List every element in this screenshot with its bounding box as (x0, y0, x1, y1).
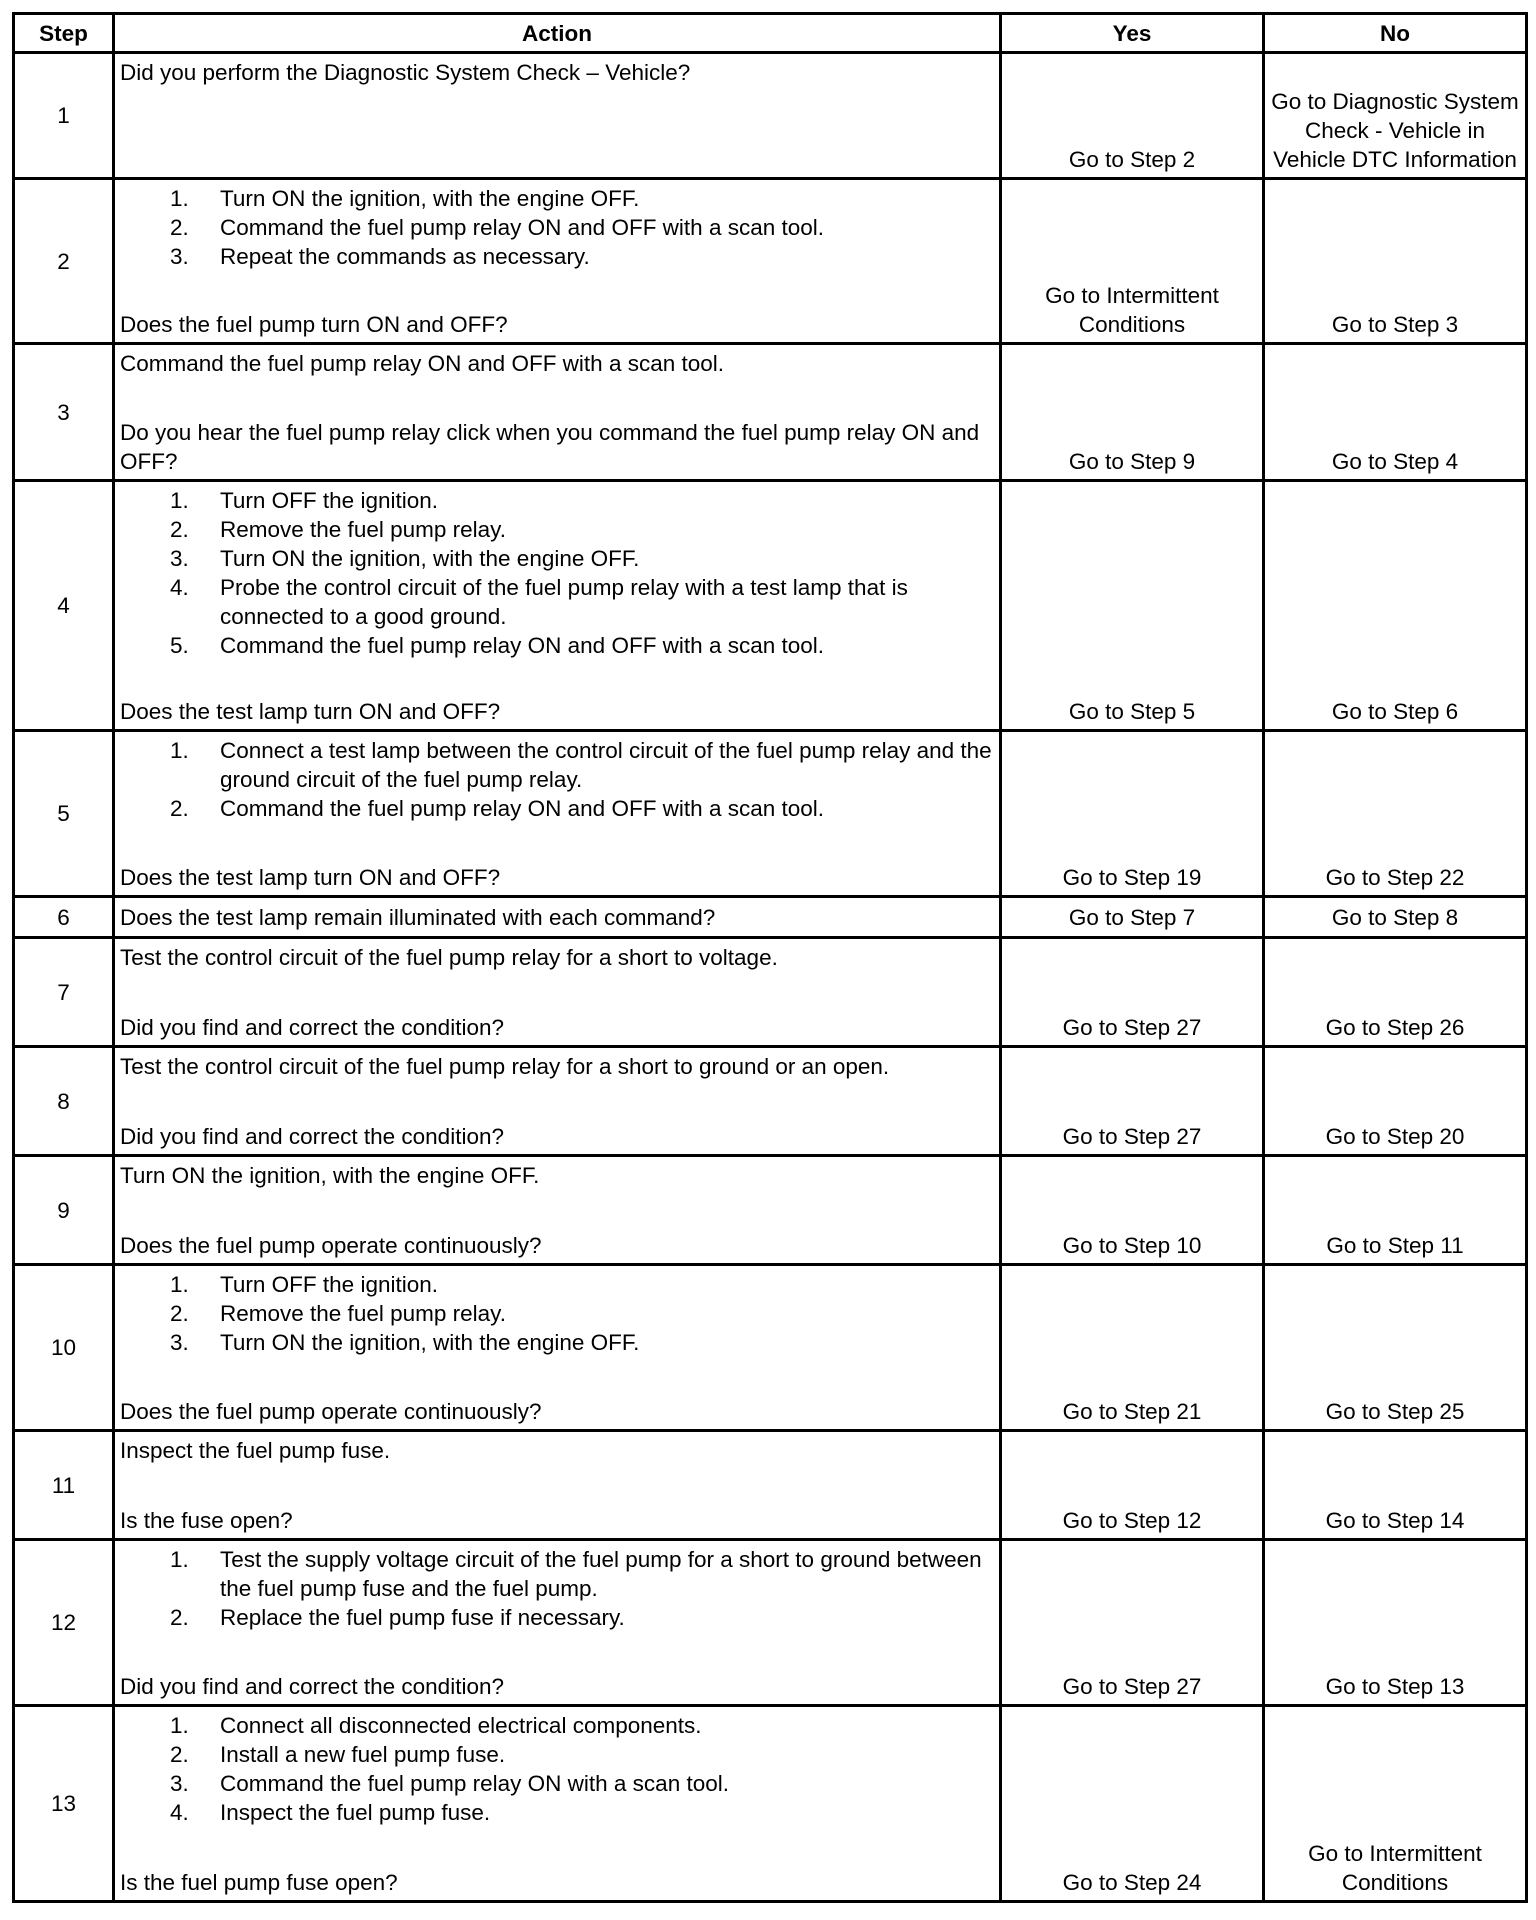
action-instructions (120, 1545, 995, 1632)
yes-result: Go to Step 27 (1001, 938, 1264, 1047)
step-number: 8 (14, 1047, 114, 1156)
diagnostic-table (12, 12, 1528, 1903)
list-item (120, 1769, 995, 1798)
step-number: 11 (14, 1431, 114, 1540)
header-action: Action (114, 14, 1001, 53)
list-item (120, 486, 995, 515)
no-result: Go to Step 11 (1264, 1156, 1527, 1265)
list-item (120, 1299, 995, 1328)
list-item (120, 515, 995, 544)
action-instructions (120, 1270, 995, 1357)
action-question: Did you find and correct the condition? (120, 1124, 504, 1149)
list-item-number: 3. (170, 546, 189, 571)
list-item-number: 1. (170, 1547, 189, 1572)
list-item-number: 2. (170, 1742, 189, 1767)
step-number: 13 (14, 1706, 114, 1902)
step-number: 7 (14, 938, 114, 1047)
no-result: Go to Step 26 (1264, 938, 1527, 1047)
list-item-text: Turn OFF the ignition. (220, 488, 439, 513)
list-item-text: Replace the fuel pump fuse if necessary. (220, 1605, 625, 1630)
yes-result: Go to Step 12 (1001, 1431, 1264, 1540)
step-number: 2 (14, 179, 114, 344)
list-item-number: 3. (170, 1330, 189, 1355)
action-question: Does the test lamp turn ON and OFF? (120, 699, 501, 724)
yes-result: Go to Step 5 (1001, 481, 1264, 731)
yes-result: Go to Intermittent Conditions (1001, 179, 1264, 344)
list-item-text: Turn OFF the ignition. (220, 1272, 439, 1297)
action-intro: Test the control circuit of the fuel pump relay for a short to ground or an open. (120, 1054, 890, 1079)
yes-result: Go to Step 7 (1001, 897, 1264, 938)
step-number: 1 (14, 53, 114, 179)
action-intro: Test the control circuit of the fuel pump relay for a short to voltage. (120, 945, 778, 970)
action-question: Is the fuse open? (120, 1508, 293, 1533)
action-content (120, 1270, 995, 1426)
no-result: Go to Step 22 (1264, 731, 1527, 897)
list-item (120, 242, 995, 271)
header-row (14, 14, 1527, 53)
list-item-number: 3. (170, 1771, 189, 1796)
action-instructions (120, 903, 995, 932)
list-item-text: Test the supply voltage circuit of the fuel pump for a short to ground between the fuel pump fuse and the fuel pump. (220, 1547, 982, 1601)
action-intro: Did you perform the Diagnostic System Check – Vehicle? (120, 60, 691, 85)
header-step: Step (14, 14, 114, 53)
list-item-number: 4. (170, 1800, 189, 1825)
list-item-number: 1. (170, 1713, 189, 1738)
list-item-number: 4. (170, 575, 189, 600)
list-item (120, 1740, 995, 1769)
no-result: Go to Diagnostic System Check - Vehicle in Vehicle DTC Information (1264, 53, 1527, 179)
no-result: Go to Step 6 (1264, 481, 1527, 731)
table-row (14, 1706, 1527, 1902)
list-item-text: Command the fuel pump relay ON with a scan tool. (220, 1771, 729, 1796)
list-item (120, 1270, 995, 1299)
action-content (120, 349, 995, 476)
action-content (120, 58, 995, 174)
action-content (120, 1436, 995, 1535)
list-item (120, 213, 995, 242)
action-content (120, 943, 995, 1042)
no-result: Go to Step 20 (1264, 1047, 1527, 1156)
no-result: Go to Step 4 (1264, 344, 1527, 481)
yes-result: Go to Step 10 (1001, 1156, 1264, 1265)
action-steps-list (120, 184, 995, 271)
yes-result: Go to Step 24 (1001, 1706, 1264, 1902)
table-row (14, 179, 1527, 344)
action-question: Do you hear the fuel pump relay click when you command the fuel pump relay ON and OFF? (120, 420, 980, 474)
action-question: Does the test lamp turn ON and OFF? (120, 865, 501, 890)
list-item (120, 544, 995, 573)
action-instructions (120, 349, 995, 378)
action-content (120, 736, 995, 892)
table-row (14, 1540, 1527, 1706)
step-action (114, 1540, 1001, 1706)
table-row (14, 731, 1527, 897)
step-action (114, 731, 1001, 897)
step-action (114, 179, 1001, 344)
list-item-text: Repeat the commands as necessary. (220, 244, 590, 269)
action-content (120, 903, 995, 932)
yes-result: Go to Step 27 (1001, 1540, 1264, 1706)
list-item (120, 736, 995, 794)
list-item (120, 1711, 995, 1740)
step-action (114, 1431, 1001, 1540)
step-action (114, 1047, 1001, 1156)
action-content (120, 1545, 995, 1701)
action-content (120, 1161, 995, 1260)
step-action (114, 897, 1001, 938)
action-question: Does the fuel pump operate continuously? (120, 1233, 542, 1258)
action-content (120, 1052, 995, 1151)
step-action (114, 344, 1001, 481)
list-item-text: Turn ON the ignition, with the engine OFF. (220, 1330, 640, 1355)
header-yes: Yes (1001, 14, 1264, 53)
list-item (120, 1798, 995, 1827)
list-item-text: Connect all disconnected electrical components. (220, 1713, 702, 1738)
action-question: Does the fuel pump operate continuously? (120, 1399, 542, 1424)
action-question: Does the fuel pump turn ON and OFF? (120, 312, 508, 337)
yes-result: Go to Step 9 (1001, 344, 1264, 481)
list-item-text: Command the fuel pump relay ON and OFF with a scan tool. (220, 633, 825, 658)
table-row (14, 344, 1527, 481)
action-instructions (120, 58, 995, 87)
list-item-number: 2. (170, 796, 189, 821)
list-item-text: Remove the fuel pump relay. (220, 1301, 506, 1326)
action-intro: Inspect the fuel pump fuse. (120, 1438, 391, 1463)
action-steps-list (120, 1545, 995, 1632)
step-action (114, 1706, 1001, 1902)
list-item-number: 2. (170, 517, 189, 542)
step-action (114, 481, 1001, 731)
list-item (120, 573, 995, 631)
list-item-number: 2. (170, 1301, 189, 1326)
step-number: 12 (14, 1540, 114, 1706)
list-item (120, 794, 995, 823)
list-item-number: 1. (170, 1272, 189, 1297)
no-result: Go to Step 13 (1264, 1540, 1527, 1706)
action-instructions (120, 1052, 995, 1081)
action-content (120, 1711, 995, 1897)
table-body (14, 53, 1527, 1902)
no-result: Go to Step 8 (1264, 897, 1527, 938)
action-content (120, 184, 995, 339)
action-instructions (120, 1711, 995, 1827)
table-row (14, 897, 1527, 938)
action-instructions (120, 486, 995, 660)
step-number: 5 (14, 731, 114, 897)
action-question: Did you find and correct the condition? (120, 1015, 504, 1040)
list-item-number: 1. (170, 488, 189, 513)
table-row (14, 481, 1527, 731)
yes-result: Go to Step 2 (1001, 53, 1264, 179)
header-no: No (1264, 14, 1527, 53)
action-instructions (120, 1436, 995, 1465)
step-number: 4 (14, 481, 114, 731)
action-steps-list (120, 736, 995, 823)
list-item (120, 631, 995, 660)
no-result: Go to Step 25 (1264, 1265, 1527, 1431)
action-question: Did you find and correct the condition? (120, 1674, 504, 1699)
list-item (120, 1603, 995, 1632)
table-row (14, 938, 1527, 1047)
list-item-number: 2. (170, 215, 189, 240)
table-row (14, 1156, 1527, 1265)
action-intro: Command the fuel pump relay ON and OFF with a scan tool. (120, 351, 725, 376)
list-item-number: 5. (170, 633, 189, 658)
table-row (14, 53, 1527, 179)
step-number: 9 (14, 1156, 114, 1265)
yes-result: Go to Step 21 (1001, 1265, 1264, 1431)
list-item-text: Probe the control circuit of the fuel pump relay with a test lamp that is connected to a good ground. (220, 575, 908, 629)
table-row (14, 1431, 1527, 1540)
action-intro: Does the test lamp remain illuminated with each command? (120, 904, 716, 930)
yes-result: Go to Step 19 (1001, 731, 1264, 897)
action-intro: Turn ON the ignition, with the engine OFF. (120, 1163, 540, 1188)
list-item-text: Command the fuel pump relay ON and OFF with a scan tool. (220, 796, 825, 821)
list-item-text: Remove the fuel pump relay. (220, 517, 506, 542)
yes-result: Go to Step 27 (1001, 1047, 1264, 1156)
list-item-text: Turn ON the ignition, with the engine OFF. (220, 546, 640, 571)
step-number: 10 (14, 1265, 114, 1431)
step-action (114, 938, 1001, 1047)
step-number: 6 (14, 897, 114, 938)
action-question: Is the fuel pump fuse open? (120, 1870, 398, 1895)
list-item-text: Inspect the fuel pump fuse. (220, 1800, 491, 1825)
list-item (120, 1545, 995, 1603)
no-result: Go to Intermittent Conditions (1264, 1706, 1527, 1902)
step-action (114, 53, 1001, 179)
step-number: 3 (14, 344, 114, 481)
list-item-number: 1. (170, 186, 189, 211)
action-steps-list (120, 1711, 995, 1827)
no-result: Go to Step 3 (1264, 179, 1527, 344)
no-result: Go to Step 14 (1264, 1431, 1527, 1540)
action-instructions (120, 736, 995, 823)
list-item (120, 184, 995, 213)
list-item-text: Turn ON the ignition, with the engine OFF. (220, 186, 640, 211)
step-action (114, 1156, 1001, 1265)
list-item-number: 2. (170, 1605, 189, 1630)
list-item-text: Command the fuel pump relay ON and OFF with a scan tool. (220, 215, 825, 240)
action-instructions (120, 1161, 995, 1190)
action-steps-list (120, 1270, 995, 1357)
list-item-number: 1. (170, 738, 189, 763)
list-item-text: Connect a test lamp between the control circuit of the fuel pump relay and the ground circuit of the fuel pump relay. (220, 738, 992, 792)
list-item-number: 3. (170, 244, 189, 269)
action-instructions (120, 184, 995, 271)
table-row (14, 1047, 1527, 1156)
table-row (14, 1265, 1527, 1431)
list-item (120, 1328, 995, 1357)
action-steps-list (120, 486, 995, 660)
action-instructions (120, 943, 995, 972)
list-item-text: Install a new fuel pump fuse. (220, 1742, 506, 1767)
step-action (114, 1265, 1001, 1431)
action-content (120, 486, 995, 726)
